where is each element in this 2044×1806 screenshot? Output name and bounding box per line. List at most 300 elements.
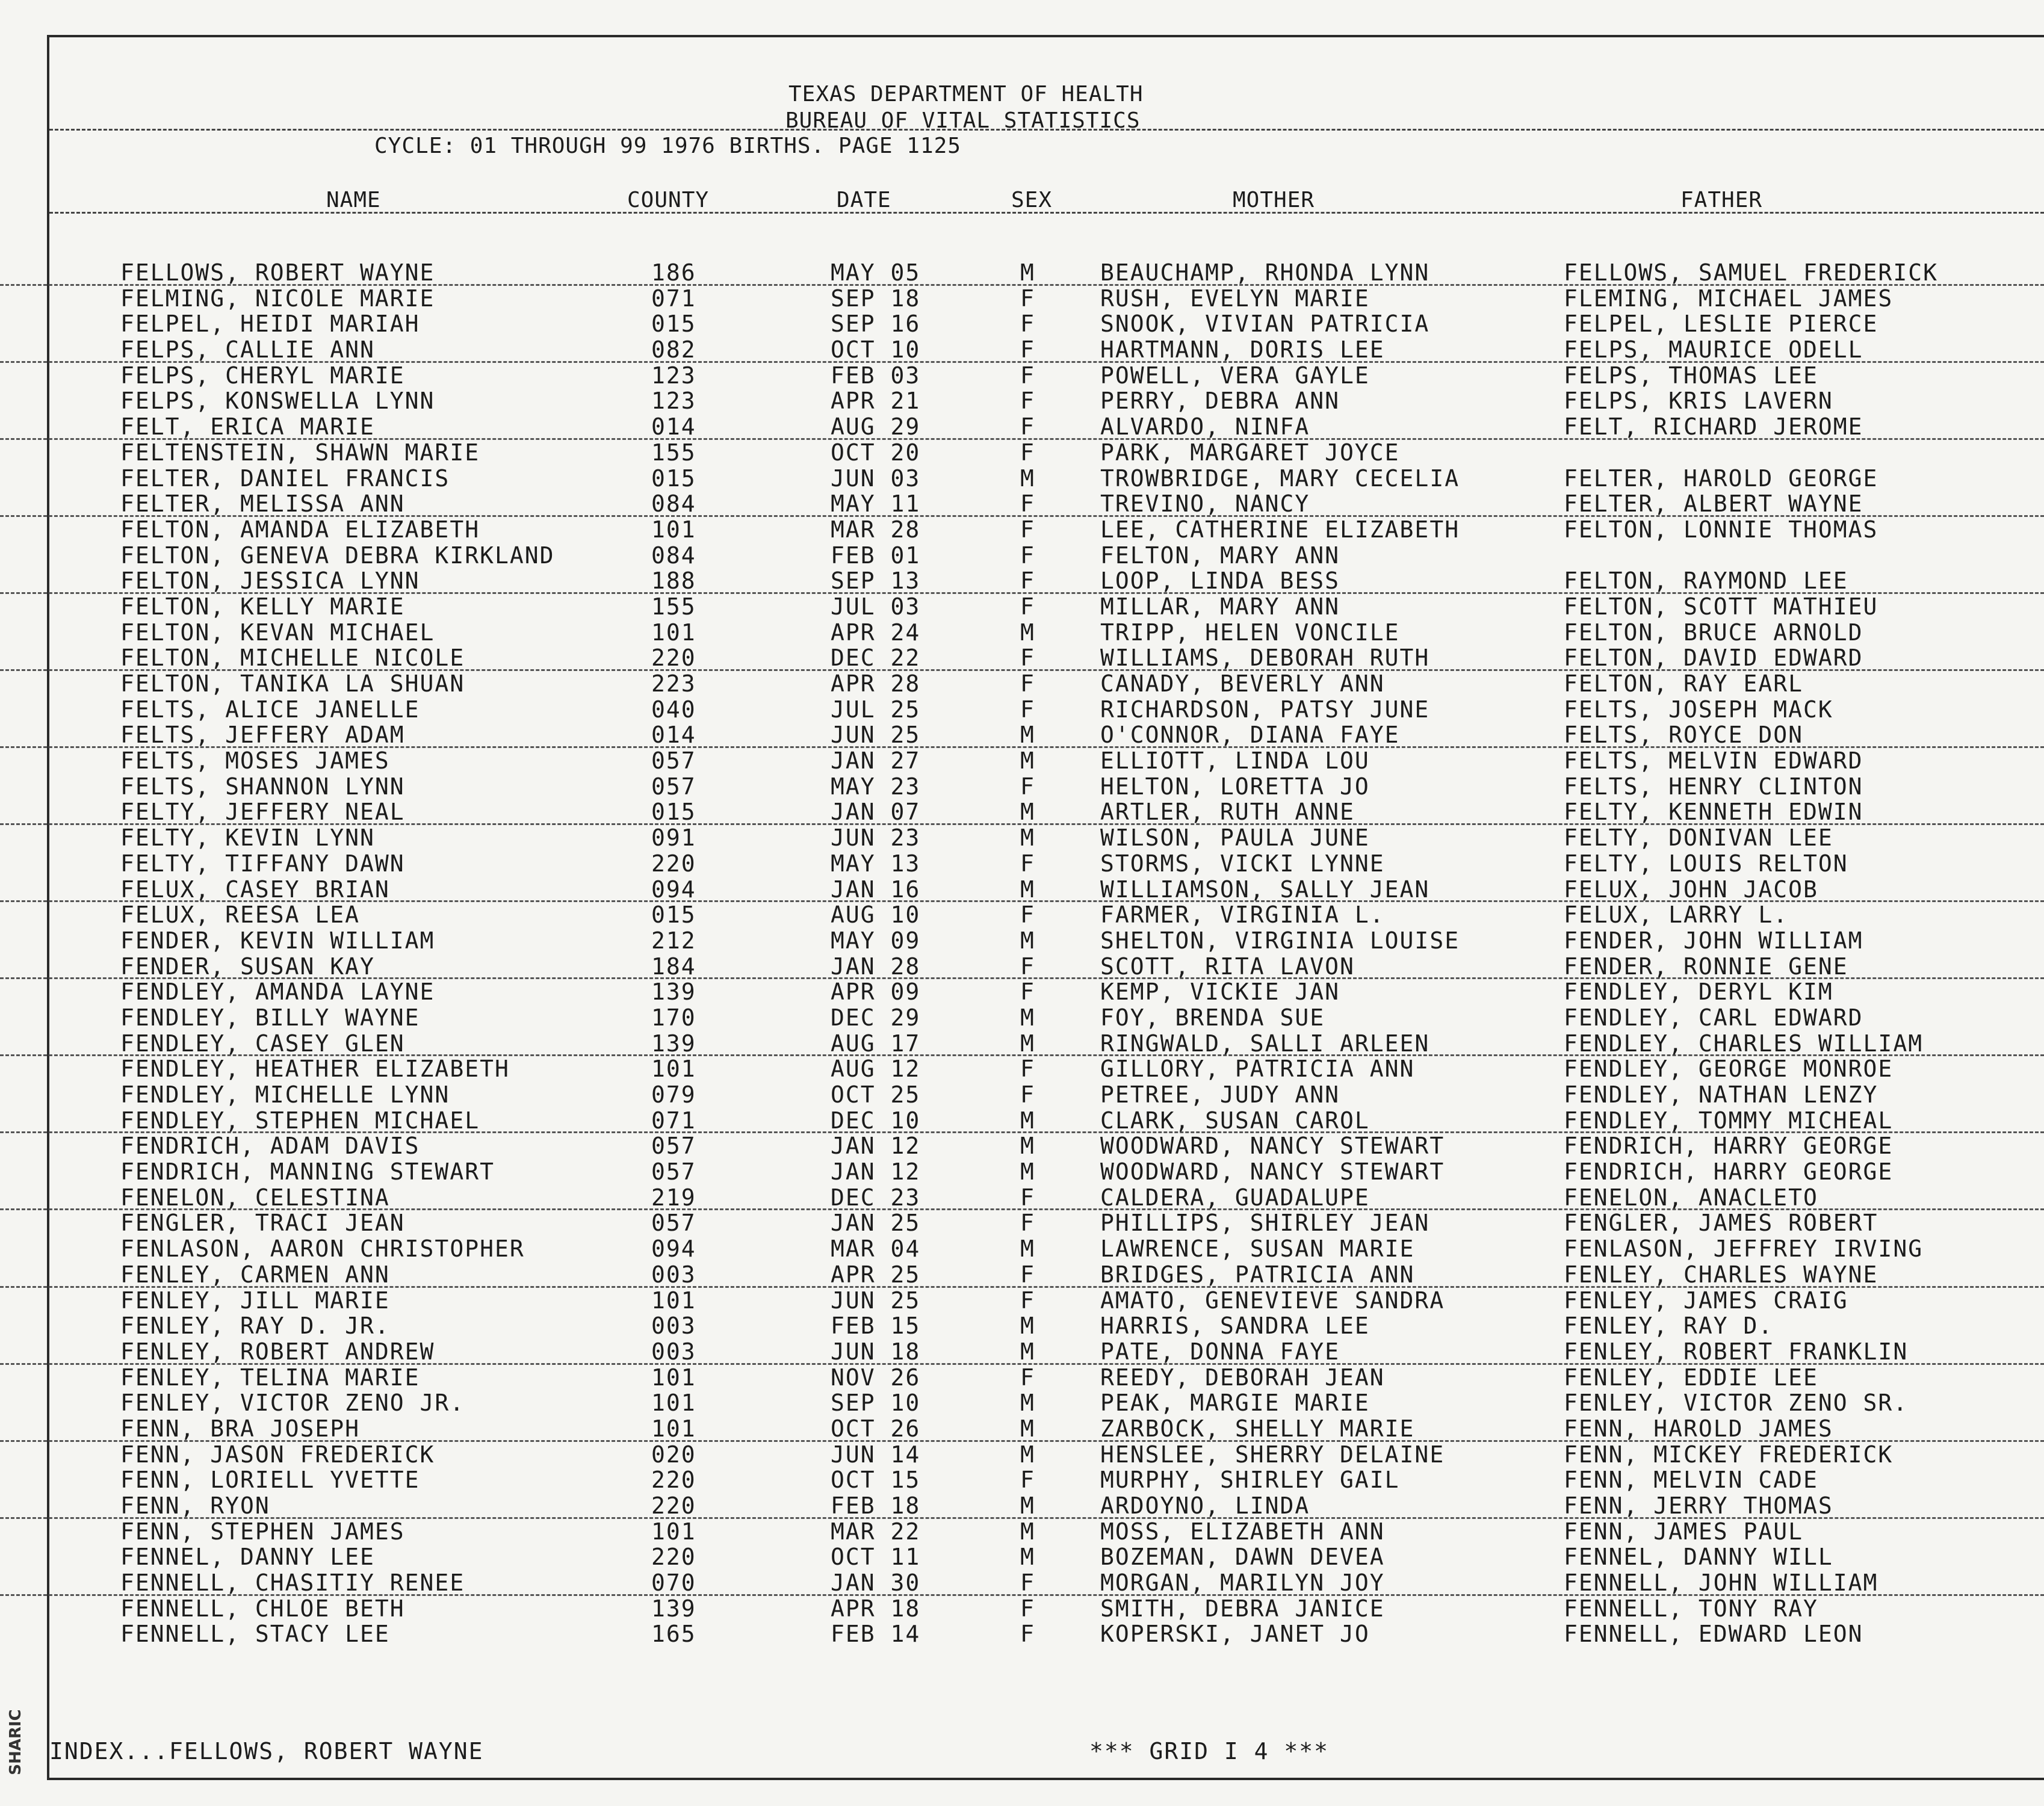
- record-sex: M: [1020, 799, 1035, 826]
- grid-label: *** GRID I 4 ***: [1089, 1738, 1330, 1764]
- record-row: [0, 440, 2044, 466]
- record-sex: M: [1020, 465, 1035, 492]
- record-date: JUL 25: [831, 696, 921, 723]
- record-county: 220: [651, 645, 696, 672]
- record-row: [0, 491, 2044, 517]
- record-date: MAR 22: [831, 1518, 921, 1545]
- record-date: OCT 26: [831, 1415, 921, 1442]
- record-date: DEC 10: [831, 1107, 921, 1134]
- record-row: [0, 902, 2044, 928]
- record-name: FELMING, NICOLE MARIE: [120, 285, 435, 312]
- record-row: [0, 466, 2044, 492]
- record-father: FELTY, KENNETH EDWIN: [1564, 799, 1863, 826]
- record-county: 057: [651, 1158, 696, 1186]
- record-mother: PHILLIPS, SHIRLEY JEAN: [1100, 1210, 1430, 1237]
- record-father: FELUX, JOHN JACOB: [1564, 876, 1818, 903]
- record-father: FELPS, KRIS LAVERN: [1564, 388, 1833, 415]
- record-mother: WILSON, PAULA JUNE: [1100, 824, 1370, 852]
- record-sex: F: [1020, 285, 1035, 312]
- record-sex: F: [1020, 901, 1035, 929]
- record-county: 139: [651, 979, 696, 1006]
- record-row: [0, 1570, 2044, 1596]
- record-date: DEC 22: [831, 645, 921, 672]
- record-row: [0, 363, 2044, 389]
- record-date: AUG 17: [831, 1030, 921, 1057]
- record-county: 165: [651, 1621, 696, 1648]
- record-father: FELPEL, LESLIE PIERCE: [1564, 311, 1878, 338]
- record-name: FELTS, JEFFERY ADAM: [120, 722, 405, 749]
- record-date: JAN 16: [831, 876, 921, 903]
- record-county: 101: [651, 1287, 696, 1314]
- record-sex: M: [1020, 1518, 1035, 1545]
- record-row: [0, 928, 2044, 954]
- record-county: 155: [651, 439, 696, 466]
- record-name: FENDLEY, MICHELLE LYNN: [120, 1081, 450, 1108]
- record-name: FENDLEY, BILLY WAYNE: [120, 1004, 420, 1031]
- record-mother: TRIPP, HELEN VONCILE: [1100, 619, 1400, 646]
- record-mother: RINGWALD, SALLI ARLEEN: [1100, 1030, 1430, 1057]
- record-mother: CANADY, BEVERLY ANN: [1100, 670, 1385, 697]
- record-sex: F: [1020, 979, 1035, 1006]
- record-row: [0, 1467, 2044, 1493]
- record-name: FELTON, GENEVA DEBRA KIRKLAND: [120, 542, 555, 569]
- record-row: [0, 1390, 2044, 1416]
- record-row: [0, 1210, 2044, 1236]
- record-mother: SCOTT, RITA LAVON: [1100, 953, 1355, 980]
- record-row: [0, 311, 2044, 337]
- record-mother: WOODWARD, NANCY STEWART: [1100, 1158, 1445, 1186]
- column-header-county: COUNTY: [627, 188, 710, 212]
- record-name: FENNELL, STACY LEE: [120, 1621, 390, 1648]
- record-county: 186: [651, 259, 696, 286]
- record-date: JUL 03: [831, 593, 921, 620]
- record-county: 057: [651, 773, 696, 800]
- record-name: FENN, RYON: [120, 1492, 270, 1519]
- record-father: FELUX, LARRY L.: [1564, 901, 1789, 929]
- record-mother: CALDERA, GUADALUPE: [1100, 1184, 1370, 1211]
- record-date: JUN 18: [831, 1338, 921, 1365]
- record-mother: WILLIAMSON, SALLY JEAN: [1100, 876, 1430, 903]
- record-name: FELTON, KELLY MARIE: [120, 593, 405, 620]
- record-row: [0, 1082, 2044, 1108]
- record-sex: F: [1020, 1261, 1035, 1288]
- record-date: FEB 03: [831, 362, 921, 389]
- record-mother: MILLAR, MARY ANN: [1100, 593, 1340, 620]
- agency-title: TEXAS DEPARTMENT OF HEALTH: [788, 82, 1144, 107]
- record-date: OCT 11: [831, 1544, 921, 1571]
- record-father: FELTON, LONNIE THOMAS: [1564, 516, 1878, 543]
- record-name: FENLEY, ROBERT ANDREW: [120, 1338, 435, 1365]
- record-mother: CLARK, SUSAN CAROL: [1100, 1107, 1370, 1134]
- record-date: SEP 13: [831, 567, 921, 595]
- record-county: 139: [651, 1030, 696, 1057]
- record-mother: SHELTON, VIRGINIA LOUISE: [1100, 927, 1460, 954]
- record-father: FENLEY, CHARLES WAYNE: [1564, 1261, 1878, 1288]
- record-date: APR 25: [831, 1261, 921, 1288]
- record-mother: ARTLER, RUTH ANNE: [1100, 799, 1355, 826]
- record-sex: F: [1020, 1569, 1035, 1597]
- record-mother: STORMS, VICKI LYNNE: [1100, 850, 1385, 877]
- record-sex: F: [1020, 1056, 1035, 1083]
- record-sex: F: [1020, 1595, 1035, 1622]
- record-name: FENN, STEPHEN JAMES: [120, 1518, 405, 1545]
- record-county: 057: [651, 1133, 696, 1160]
- record-county: 015: [651, 311, 696, 338]
- record-county: 014: [651, 413, 696, 441]
- record-date: MAY 23: [831, 773, 921, 800]
- bureau-title: BUREAU OF VITAL STATISTICS: [785, 108, 1141, 133]
- record-date: JUN 23: [831, 824, 921, 852]
- record-row: [0, 543, 2044, 569]
- record-father: FENLEY, VICTOR ZENO SR.: [1564, 1390, 1909, 1417]
- column-header-sex: SEX: [1011, 188, 1053, 212]
- record-sex: M: [1020, 1030, 1035, 1057]
- record-row: [0, 620, 2044, 646]
- record-sex: M: [1020, 876, 1035, 903]
- record-row: [0, 414, 2044, 440]
- record-mother: LOOP, LINDA BESS: [1100, 567, 1340, 595]
- record-county: 123: [651, 388, 696, 415]
- record-sex: M: [1020, 1107, 1035, 1134]
- record-row: [0, 1031, 2044, 1057]
- record-row: [0, 1621, 2044, 1647]
- record-row: [0, 697, 2044, 723]
- record-sex: F: [1020, 1081, 1035, 1108]
- record-sex: M: [1020, 824, 1035, 852]
- record-sex: F: [1020, 1210, 1035, 1237]
- record-name: FELT, ERICA MARIE: [120, 413, 375, 441]
- record-county: 094: [651, 876, 696, 903]
- record-sex: F: [1020, 439, 1035, 466]
- record-name: FELTON, AMANDA ELIZABETH: [120, 516, 480, 543]
- record-county: 184: [651, 953, 696, 980]
- record-county: 070: [651, 1569, 696, 1597]
- record-row: [0, 1133, 2044, 1159]
- record-row: [0, 337, 2044, 363]
- record-father: FENDRICH, HARRY GEORGE: [1564, 1133, 1894, 1160]
- record-mother: KOPERSKI, JANET JO: [1100, 1621, 1370, 1648]
- record-county: 071: [651, 1107, 696, 1134]
- record-row: [0, 1493, 2044, 1519]
- record-row: [0, 1416, 2044, 1442]
- record-father: FENLEY, ROBERT FRANKLIN: [1564, 1338, 1909, 1365]
- record-date: NOV 26: [831, 1364, 921, 1391]
- record-name: FENDRICH, ADAM DAVIS: [120, 1133, 420, 1160]
- record-father: FENNELL, JOHN WILLIAM: [1564, 1569, 1878, 1597]
- record-sex: F: [1020, 670, 1035, 697]
- record-name: FENNELL, CHASITIY RENEE: [120, 1569, 465, 1597]
- record-row: [0, 1159, 2044, 1185]
- record-mother: MURPHY, SHIRLEY GAIL: [1100, 1467, 1400, 1494]
- record-sex: F: [1020, 1287, 1035, 1314]
- record-name: FELTS, ALICE JANELLE: [120, 696, 420, 723]
- record-date: JUN 14: [831, 1441, 921, 1468]
- record-father: FELPS, THOMAS LEE: [1564, 362, 1818, 389]
- record-father: FELLOWS, SAMUEL FREDERICK: [1564, 259, 1938, 286]
- record-name: FENDLEY, STEPHEN MICHAEL: [120, 1107, 480, 1134]
- record-county: 084: [651, 542, 696, 569]
- record-sex: M: [1020, 1338, 1035, 1365]
- record-date: MAY 09: [831, 927, 921, 954]
- record-father: FELTY, LOUIS RELTON: [1564, 850, 1848, 877]
- record-father: FENNELL, EDWARD LEON: [1564, 1621, 1863, 1648]
- record-date: SEP 18: [831, 285, 921, 312]
- record-sex: F: [1020, 490, 1035, 518]
- record-sex: F: [1020, 542, 1035, 569]
- record-county: 082: [651, 336, 696, 363]
- record-name: FENDLEY, CASEY GLEN: [120, 1030, 405, 1057]
- record-county: 219: [651, 1184, 696, 1211]
- record-father: FENDLEY, CARL EDWARD: [1564, 1004, 1863, 1031]
- record-county: 015: [651, 799, 696, 826]
- column-header-mother: MOTHER: [1233, 188, 1315, 212]
- record-row: [0, 1185, 2044, 1211]
- record-mother: FELTON, MARY ANN: [1100, 542, 1340, 569]
- record-county: 040: [651, 696, 696, 723]
- record-row: [0, 1236, 2044, 1262]
- record-mother: AMATO, GENEVIEVE SANDRA: [1100, 1287, 1445, 1314]
- record-sex: M: [1020, 1415, 1035, 1442]
- record-date: AUG 12: [831, 1056, 921, 1083]
- record-date: MAR 28: [831, 516, 921, 543]
- record-father: FENN, MICKEY FREDERICK: [1564, 1441, 1894, 1468]
- record-name: FELTY, JEFFERY NEAL: [120, 799, 405, 826]
- record-row: [0, 1313, 2044, 1339]
- record-date: OCT 25: [831, 1081, 921, 1108]
- record-date: MAY 13: [831, 850, 921, 877]
- record-county: 101: [651, 1056, 696, 1083]
- record-name: FENLEY, VICTOR ZENO JR.: [120, 1390, 465, 1417]
- record-date: JAN 07: [831, 799, 921, 826]
- record-county: 101: [651, 1390, 696, 1417]
- record-mother: POWELL, VERA GAYLE: [1100, 362, 1370, 389]
- record-county: 212: [651, 927, 696, 954]
- record-date: MAY 05: [831, 259, 921, 286]
- record-father: FENELON, ANACLETO: [1564, 1184, 1818, 1211]
- record-father: FENLEY, RAY D.: [1564, 1313, 1774, 1340]
- record-county: 057: [651, 1210, 696, 1237]
- record-date: APR 24: [831, 619, 921, 646]
- record-date: JAN 28: [831, 953, 921, 980]
- record-father: FENDRICH, HARRY GEORGE: [1564, 1158, 1894, 1186]
- record-father: FELTER, ALBERT WAYNE: [1564, 490, 1863, 518]
- record-row: [0, 1056, 2044, 1082]
- record-date: FEB 18: [831, 1492, 921, 1519]
- record-county: 003: [651, 1261, 696, 1288]
- record-date: DEC 29: [831, 1004, 921, 1031]
- record-name: FELUX, CASEY BRIAN: [120, 876, 390, 903]
- record-sex: M: [1020, 722, 1035, 749]
- record-sex: F: [1020, 1467, 1035, 1494]
- record-mother: FARMER, VIRGINIA L.: [1100, 901, 1385, 929]
- record-date: MAR 04: [831, 1235, 921, 1263]
- record-county: 101: [651, 1415, 696, 1442]
- record-row: [0, 979, 2044, 1005]
- record-date: JUN 25: [831, 722, 921, 749]
- record-father: FENDLEY, DERYL KIM: [1564, 979, 1833, 1006]
- record-date: OCT 15: [831, 1467, 921, 1494]
- record-name: FENLEY, JILL MARIE: [120, 1287, 390, 1314]
- record-father: FENLEY, JAMES CRAIG: [1564, 1287, 1848, 1314]
- record-name: FENDLEY, HEATHER ELIZABETH: [120, 1056, 510, 1083]
- record-date: JAN 30: [831, 1569, 921, 1597]
- record-name: FELTS, MOSES JAMES: [120, 747, 390, 775]
- record-county: 015: [651, 465, 696, 492]
- record-father: FENN, MELVIN CADE: [1564, 1467, 1818, 1494]
- record-county: 223: [651, 670, 696, 697]
- record-mother: BRIDGES, PATRICIA ANN: [1100, 1261, 1415, 1288]
- record-sex: F: [1020, 593, 1035, 620]
- record-date: MAY 11: [831, 490, 921, 518]
- record-name: FELPS, CHERYL MARIE: [120, 362, 405, 389]
- record-date: FEB 15: [831, 1313, 921, 1340]
- record-name: FENGLER, TRACI JEAN: [120, 1210, 405, 1237]
- record-mother: TREVINO, NANCY: [1100, 490, 1310, 518]
- record-county: 003: [651, 1313, 696, 1340]
- record-date: JAN 12: [831, 1158, 921, 1186]
- record-sex: M: [1020, 1492, 1035, 1519]
- record-mother: TROWBRIDGE, MARY CECELIA: [1100, 465, 1460, 492]
- record-row: [0, 954, 2044, 980]
- column-header-father: FATHER: [1680, 188, 1763, 212]
- record-name: FELUX, REESA LEA: [120, 901, 361, 929]
- record-county: 084: [651, 490, 696, 518]
- cycle-line: CYCLE: 01 THROUGH 99 1976 BIRTHS. PAGE 1125: [374, 134, 961, 158]
- record-date: FEB 01: [831, 542, 921, 569]
- record-mother: RICHARDSON, PATSY JUNE: [1100, 696, 1430, 723]
- record-row: [0, 1262, 2044, 1288]
- record-name: FENDER, SUSAN KAY: [120, 953, 375, 980]
- record-date: JUN 03: [831, 465, 921, 492]
- side-label: SHARIC: [7, 1709, 25, 1775]
- record-mother: ARDOYNO, LINDA: [1100, 1492, 1310, 1519]
- record-mother: MORGAN, MARILYN JOY: [1100, 1569, 1385, 1597]
- record-sex: M: [1020, 1004, 1035, 1031]
- record-date: JUN 25: [831, 1287, 921, 1314]
- records-list: [0, 260, 2044, 1647]
- record-name: FELTENSTEIN, SHAWN MARIE: [120, 439, 480, 466]
- record-mother: HARTMANN, DORIS LEE: [1100, 336, 1385, 363]
- record-father: FENLEY, EDDIE LEE: [1564, 1364, 1818, 1391]
- record-row: [0, 1288, 2044, 1314]
- record-sex: F: [1020, 1184, 1035, 1211]
- record-sex: M: [1020, 1133, 1035, 1160]
- record-father: FELTS, HENRY CLINTON: [1564, 773, 1863, 800]
- record-county: 094: [651, 1235, 696, 1263]
- record-father: FELTY, DONIVAN LEE: [1564, 824, 1833, 852]
- record-father: FENDLEY, NATHAN LENZY: [1564, 1081, 1878, 1108]
- record-sex: F: [1020, 850, 1035, 877]
- record-father: FLEMING, MICHAEL JAMES: [1564, 285, 1894, 312]
- record-county: 155: [651, 593, 696, 620]
- record-father: FELTON, SCOTT MATHIEU: [1564, 593, 1878, 620]
- record-sex: M: [1020, 1313, 1035, 1340]
- record-name: FELTY, KEVIN LYNN: [120, 824, 375, 852]
- record-sex: M: [1020, 619, 1035, 646]
- record-mother: ALVARDO, NINFA: [1100, 413, 1310, 441]
- record-name: FENLEY, CARMEN ANN: [120, 1261, 390, 1288]
- record-name: FELTON, KEVAN MICHAEL: [120, 619, 435, 646]
- record-name: FELTS, SHANNON LYNN: [120, 773, 405, 800]
- record-row: [0, 1519, 2044, 1545]
- record-name: FENDRICH, MANNING STEWART: [120, 1158, 495, 1186]
- record-row: [0, 851, 2044, 877]
- record-row: [0, 825, 2044, 851]
- record-mother: PARK, MARGARET JOYCE: [1100, 439, 1400, 466]
- record-mother: REEDY, DEBORAH JEAN: [1100, 1364, 1385, 1391]
- record-date: APR 21: [831, 388, 921, 415]
- record-sex: F: [1020, 696, 1035, 723]
- record-county: 220: [651, 850, 696, 877]
- record-date: APR 18: [831, 1595, 921, 1622]
- record-mother: PETREE, JUDY ANN: [1100, 1081, 1340, 1108]
- record-sex: M: [1020, 747, 1035, 775]
- record-mother: LAWRENCE, SUSAN MARIE: [1100, 1235, 1415, 1263]
- record-sex: F: [1020, 516, 1035, 543]
- record-name: FELTON, TANIKA LA SHUAN: [120, 670, 465, 697]
- record-row: [0, 645, 2044, 671]
- record-father: FENN, HAROLD JAMES: [1564, 1415, 1833, 1442]
- record-sex: M: [1020, 927, 1035, 954]
- record-row: [0, 1365, 2044, 1391]
- record-father: FELTON, BRUCE ARNOLD: [1564, 619, 1863, 646]
- record-father: FELTON, RAY EARL: [1564, 670, 1804, 697]
- record-father: FENGLER, JAMES ROBERT: [1564, 1210, 1878, 1237]
- record-mother: WILLIAMS, DEBORAH RUTH: [1100, 645, 1430, 672]
- record-row: [0, 671, 2044, 697]
- record-name: FELTER, DANIEL FRANCIS: [120, 465, 450, 492]
- record-mother: O'CONNOR, DIANA FAYE: [1100, 722, 1400, 749]
- record-mother: HARRIS, SANDRA LEE: [1100, 1313, 1370, 1340]
- record-father: FELT, RICHARD JEROME: [1564, 413, 1863, 441]
- record-date: OCT 20: [831, 439, 921, 466]
- record-sex: M: [1020, 1544, 1035, 1571]
- record-county: 170: [651, 1004, 696, 1031]
- record-sex: M: [1020, 1158, 1035, 1186]
- record-date: FEB 14: [831, 1621, 921, 1648]
- record-row: [0, 1596, 2044, 1622]
- record-name: FENLASON, AARON CHRISTOPHER: [120, 1235, 525, 1263]
- record-row: [0, 594, 2044, 620]
- record-father: FENNELL, TONY RAY: [1564, 1595, 1818, 1622]
- record-father: FENN, JAMES PAUL: [1564, 1518, 1804, 1545]
- record-mother: FOY, BRENDA SUE: [1100, 1004, 1325, 1031]
- record-row: [0, 748, 2044, 774]
- record-county: 003: [651, 1338, 696, 1365]
- record-father: FELTON, RAYMOND LEE: [1564, 567, 1848, 595]
- record-sex: M: [1020, 1390, 1035, 1417]
- record-father: FELTON, DAVID EDWARD: [1564, 645, 1863, 672]
- record-date: JAN 12: [831, 1133, 921, 1160]
- record-father: FELTS, JOSEPH MACK: [1564, 696, 1833, 723]
- column-header-date: DATE: [837, 188, 891, 212]
- record-sex: M: [1020, 259, 1035, 286]
- record-sex: F: [1020, 1364, 1035, 1391]
- record-county: 091: [651, 824, 696, 852]
- record-row: [0, 286, 2044, 312]
- record-name: FENNELL, CHLOE BETH: [120, 1595, 405, 1622]
- record-name: FENDLEY, AMANDA LAYNE: [120, 979, 435, 1006]
- column-header-rule: [49, 212, 2044, 214]
- record-county: 101: [651, 516, 696, 543]
- record-name: FELTER, MELISSA ANN: [120, 490, 405, 518]
- record-name: FELTY, TIFFANY DAWN: [120, 850, 405, 877]
- record-mother: PEAK, MARGIE MARIE: [1100, 1390, 1370, 1417]
- record-father: FENN, JERRY THOMAS: [1564, 1492, 1833, 1519]
- record-sex: M: [1020, 1235, 1035, 1263]
- record-row: [0, 1544, 2044, 1570]
- record-mother: GILLORY, PATRICIA ANN: [1100, 1056, 1415, 1083]
